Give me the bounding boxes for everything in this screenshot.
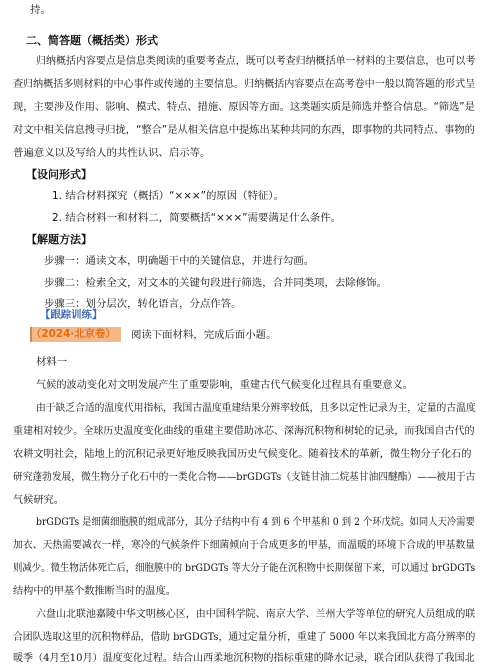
material-line: 暖季（4月至10月）温度变化过程。结合山西柔地沉积物的指标重建的降水记录，联合团队获得了我国北	[13, 653, 475, 664]
setting-item: 2. 结合材料一和材料二，简要概括“×××”需要满足什么条件。	[52, 212, 342, 224]
paragraph-line: 对文中相关信息搜寻归拢，“整合”是从相关信息中提炼出某种共同的东西，即事物的共同特点、事物的	[13, 124, 475, 136]
material-line: 气候的波动变化对文明发展产生了重要影响，重建古代气候变化过程具有重要意义。	[36, 380, 413, 391]
practice-label: 【跟踪训练】	[40, 309, 103, 321]
material-line: brGDGTs 是细菌细胞膜的组成部分，其分子结构中有 4 到 6 个甲基和 0 到 2 个环戊烷。如同人天冷需要	[36, 517, 475, 528]
setting-heading: 【设问形式】	[26, 168, 92, 181]
material-line: 重建相对较少。全球历史温度变化曲线的重建主要借助冰芯、深海沉积物和树轮的记录，而我国自古代的	[13, 426, 475, 437]
material-line: 合团队选取这里的沉积物样品，借助 brGDGTs，通过定量分析，重建了 5000 年以来我国北方高分辨率的	[13, 632, 476, 643]
paragraph-line: 现，主要涉及作用、影响、模式、特点、措施、原因等方面。这类题实质是筛选并整合信息。“筛选”是	[13, 101, 475, 113]
material-line: 则减少。微生物活体死亡后，细胞膜中的 brGDGTs 等大分子能在沉积物中长期保留下来，可以通过 brGDGTs	[13, 563, 476, 574]
paragraph-line: 归纳概括内容要点是信息类阅读的重要考查点，既可以考查归纳概括单一材料的主要信息，也可以考	[36, 55, 476, 67]
method-step: 步骤三：划分层次，转化语言，分点作答。	[44, 298, 242, 310]
method-heading: 【解题方法】	[26, 233, 92, 246]
material-line: 结构中的甲基个数推断当时的温度。	[13, 586, 176, 597]
setting-item: 1. 结合材料探究（概括）“×××”的原因（特征）。	[52, 190, 284, 202]
method-step: 步骤一：通读文本，明确题干中的关键信息，并进行勾画。	[44, 255, 315, 267]
material-line: 加衣、天热需要减衣一样，寒冷的气候条件下细菌倾向于合成更多的甲基，而温暖的环境下合成的甲基数量	[13, 540, 476, 551]
page-top-fragment: 持。	[30, 4, 51, 16]
exam-instruction: 阅读下面材料，完成后面小题。	[131, 329, 277, 341]
material-line: 研究蓬勃发展，微生物分子化石中的一类化合物——brGDGTs（支链甘油二烷基甘油四醚酯）——被用于古	[13, 472, 476, 483]
method-step: 步骤二：检索全文，对文本的关键句段进行筛选，合并同类项，去除修饰。	[44, 277, 387, 289]
paragraph-line: 查归纳概括多则材料的中心事件或传递的主要信息。归纳概括内容要点在高考卷中一般以简答题的形式呈	[13, 78, 476, 90]
material-line: 农耕文明社会，陆地上的沉积记录更好地反映我国历史气候变化。随着技术的革新，微生物分子化石的	[13, 449, 472, 460]
material-line: 由于缺乏合适的温度代用指标，我国古温度重建结果分辨率较低，且多以定性记录为主，定量的古温度	[36, 403, 476, 414]
material-line: 气候研究。	[13, 495, 64, 506]
paragraph-line: 普遍意义以及写给人的共性认识、启示等。	[13, 147, 211, 159]
material-line: 六盘山北联池嘉陵中华文明核心区，由中国科学院、南京大学、兰州大学等单位的研究人员组成的联	[36, 609, 476, 620]
section-heading: 二、简答题（概括类）形式	[26, 34, 158, 47]
exam-source-tag: （2024·北京卷）	[31, 328, 116, 340]
material-title: 材料一	[36, 356, 68, 368]
